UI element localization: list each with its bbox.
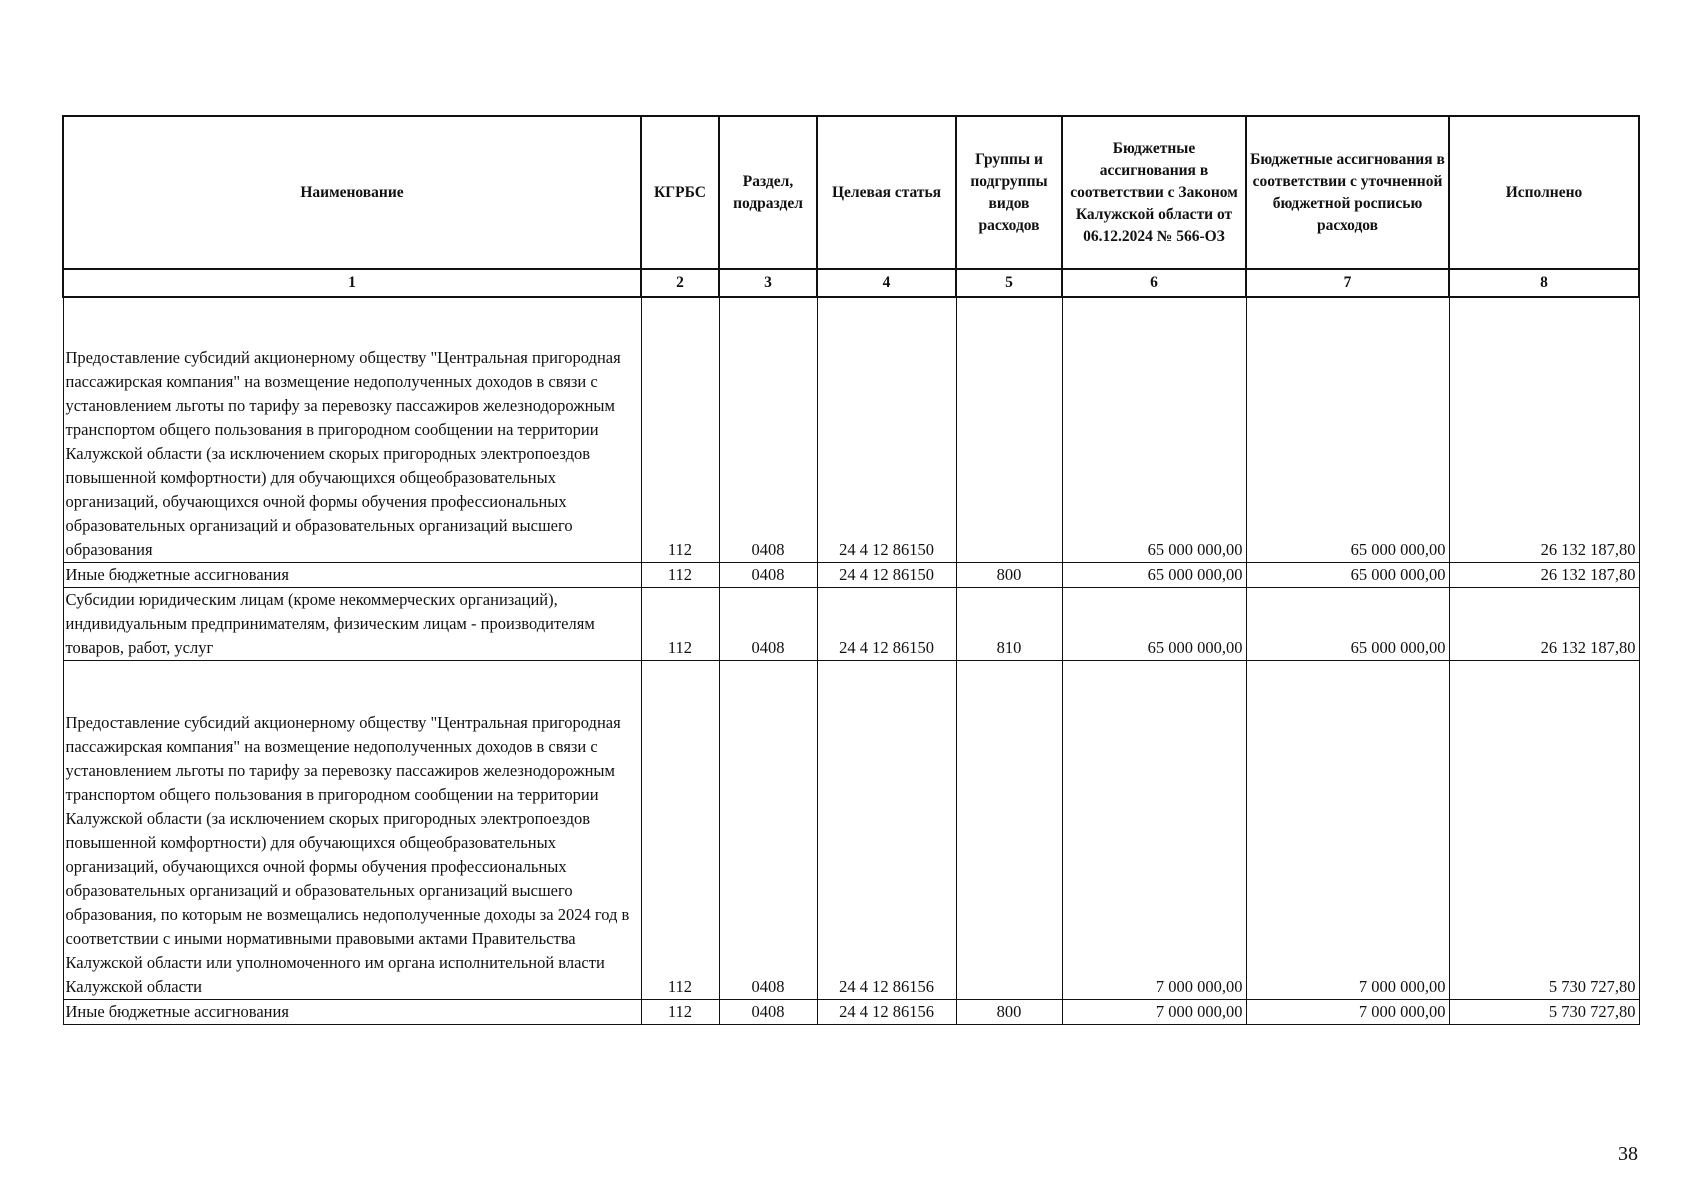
row-name: Предоставление субсидий акционерному обществу "Центральная пригородная пассажирская компания" на возмещение недополученных доходов в связи с установлением льготы по тарифу за перевозку пассажиров железнодорожным транспортом общего пользования в пригородном сообщении на территории Калужской области (за исключением скорых пригородных электропоездов повышенной комфортности) для обучающихся общеобразовательных организаций, обучающихся очной формы обучения профессиональных образовательных организаций и образовательных организаций высшего образования, по которым не возмещались недополученные доходы за 2024 год в соответствии с иными нормативными правовыми актами Правительства Калужской области или уполномоченного им органа исполнительной власти Калужской области	[65, 713, 630, 996]
row-target-article: 24 4 12 86156	[817, 1000, 956, 1025]
row-refined-allocation: 7 000 000,00	[1246, 1000, 1449, 1025]
row-kgrbs: 112	[641, 297, 719, 563]
table-row	[63, 563, 1639, 588]
table-row	[63, 297, 1639, 563]
header-expense-group: Группы и подгруппы видов расходов	[956, 116, 1062, 269]
row-expense-group: 800	[956, 563, 1062, 588]
row-refined-allocation: 65 000 000,00	[1246, 563, 1449, 588]
row-refined-allocation: 65 000 000,00	[1246, 297, 1449, 563]
row-executed: 5 730 727,80	[1449, 661, 1639, 1000]
column-number-row	[63, 269, 1639, 297]
row-executed: 5 730 727,80	[1449, 1000, 1639, 1025]
row-law-allocation: 65 000 000,00	[1062, 297, 1246, 563]
row-executed: 26 132 187,80	[1449, 297, 1639, 563]
budget-table	[62, 115, 1640, 1025]
column-number: 1	[63, 269, 641, 297]
column-number: 2	[641, 269, 719, 297]
row-section: 0408	[719, 563, 817, 588]
column-number: 4	[817, 269, 956, 297]
page-number: 38	[1618, 1143, 1638, 1165]
row-target-article: 24 4 12 86150	[817, 563, 956, 588]
header-law-allocation: Бюджетные ассигнования в соответствии с Законом Калужской области от 06.12.2024 № 566-ОЗ	[1062, 116, 1246, 269]
row-kgrbs: 112	[641, 661, 719, 1000]
row-section: 0408	[719, 588, 817, 661]
row-kgrbs: 112	[641, 588, 719, 661]
row-name: Иные бюджетные ассигнования	[63, 563, 641, 588]
header-refined-allocation: Бюджетные ассигнования в соответствии с уточненной бюджетной росписью расходов	[1246, 116, 1449, 269]
row-refined-allocation: 65 000 000,00	[1246, 588, 1449, 661]
row-law-allocation: 7 000 000,00	[1062, 661, 1246, 1000]
row-kgrbs: 112	[641, 1000, 719, 1025]
header-name: Наименование	[63, 116, 641, 269]
column-number: 7	[1246, 269, 1449, 297]
row-name: Субсидии юридическим лицам (кроме некоммерческих организаций), индивидуальным предпринимателям, физическим лицам - производителям товаров, работ, услуг	[63, 588, 641, 661]
header-executed: Исполнено	[1449, 116, 1639, 269]
column-number: 5	[956, 269, 1062, 297]
row-section: 0408	[719, 661, 817, 1000]
table-header-row	[63, 116, 1639, 269]
row-section: 0408	[719, 1000, 817, 1025]
column-number: 3	[719, 269, 817, 297]
row-name: Иные бюджетные ассигнования	[63, 1000, 641, 1025]
header-kgrbs: КГРБС	[641, 116, 719, 269]
row-target-article: 24 4 12 86156	[817, 661, 956, 1000]
row-name-cell	[63, 297, 641, 563]
column-number: 8	[1449, 269, 1639, 297]
row-refined-allocation: 7 000 000,00	[1246, 661, 1449, 1000]
row-law-allocation: 65 000 000,00	[1062, 588, 1246, 661]
row-executed: 26 132 187,80	[1449, 588, 1639, 661]
row-expense-group: 800	[956, 1000, 1062, 1025]
row-law-allocation: 7 000 000,00	[1062, 1000, 1246, 1025]
header-target-article: Целевая статья	[817, 116, 956, 269]
row-name: Предоставление субсидий акционерному обществу "Центральная пригородная пассажирская компания" на возмещение недополученных доходов в связи с установлением льготы по тарифу за перевозку пассажиров железнодорожным транспортом общего пользования в пригородном сообщении на территории Калужской области (за исключением скорых пригородных электропоездов повышенной комфортности) для обучающихся общеобразовательных организаций, обучающихся очной формы обучения профессиональных образовательных организаций и образовательных организаций высшего образования	[65, 348, 621, 559]
row-target-article: 24 4 12 86150	[817, 588, 956, 661]
table-row	[63, 661, 1639, 1000]
row-section: 0408	[719, 297, 817, 563]
header-section: Раздел, подраздел	[719, 116, 817, 269]
row-executed: 26 132 187,80	[1449, 563, 1639, 588]
row-kgrbs: 112	[641, 563, 719, 588]
row-name-cell	[63, 661, 641, 1000]
row-expense-group	[956, 661, 1062, 1000]
row-expense-group: 810	[956, 588, 1062, 661]
row-expense-group	[956, 297, 1062, 563]
row-target-article: 24 4 12 86150	[817, 297, 956, 563]
table-row	[63, 588, 1639, 661]
table-row	[63, 1000, 1639, 1025]
column-number: 6	[1062, 269, 1246, 297]
row-law-allocation: 65 000 000,00	[1062, 563, 1246, 588]
